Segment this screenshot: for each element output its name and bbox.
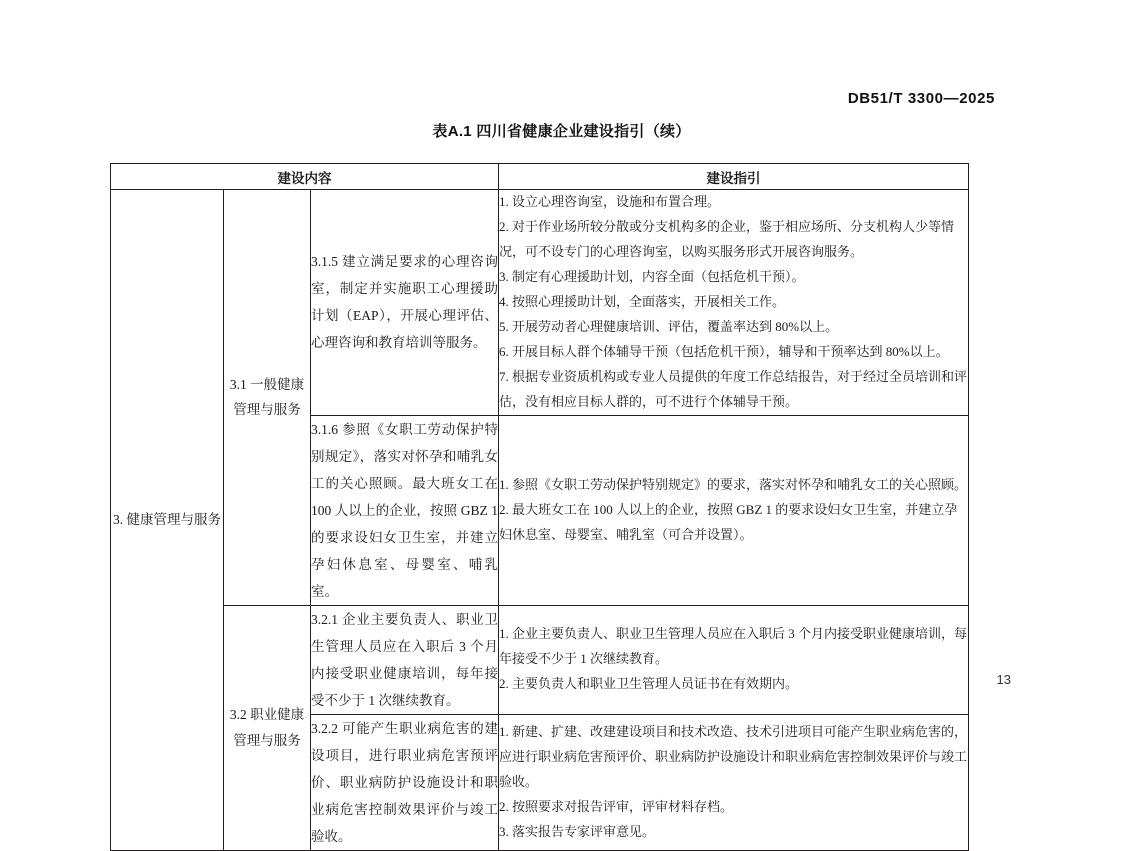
guidance-cell-3-1-5 (499, 190, 969, 416)
guide-table-container (110, 163, 968, 851)
guidance-line: 4. 按照心理援助计划，全面落实，开展相关工作。 (499, 293, 786, 309)
subcategory-label-line1: 3.1 一般健康 (229, 376, 305, 392)
table-row (111, 190, 969, 416)
guidance-line: 1. 参照《女职工劳动保护特别规定》的要求，落实对怀孕和哺乳女工的关心照顾。 (499, 476, 968, 492)
guidance-line: 5. 开展劳动者心理健康培训、评估，覆盖率达到 80%以上。 (499, 318, 839, 334)
subcategory-label-line2: 管理与服务 (233, 732, 301, 748)
guidance-line: 1. 企业主要负责人、职业卫生管理人员应在入职后 3 个月内接受职业健康培训，每年接受不少于 1 次继续教育。 (499, 626, 968, 667)
guidance-line: 6. 开展目标人群个体辅导干预（包括危机干预），辅导和干预率达到 80%以上。 (499, 343, 949, 359)
guidance-line: 2. 按照要求对报告评审，评审材料存档。 (499, 798, 734, 814)
content-cell-3-1-5: 3.1.5 建立满足要求的心理咨询室，制定并实施职工心理援助计划（EAP），开展心理评估、心理咨询和教育培训等服务。 (311, 190, 499, 416)
subcategory-cell-occupational-health (224, 605, 311, 850)
subcategory-cell-general-health (224, 190, 311, 606)
standard-code-header: DB51/T 3300—2025 (847, 90, 995, 107)
guidance-cell-3-1-6 (499, 415, 969, 605)
page-number: 13 (996, 672, 1011, 687)
guidance-line: 1. 新建、扩建、改建建设项目和技术改造、技术引进项目可能产生职业病危害的，应进行职业病危害预评价、职业病防护设施设计和职业病危害控制效果评价与竣工验收。 (499, 723, 968, 789)
table-title: 表A.1 四川省健康企业建设指引（续） (432, 123, 691, 140)
guidance-cell-3-2-2 (499, 714, 969, 850)
subcategory-label-line1: 3.2 职业健康 (229, 706, 305, 722)
guidance-line: 3. 制定有心理援助计划，内容全面（包括危机干预）。 (499, 268, 805, 284)
health-enterprise-guide-table (110, 163, 969, 851)
subcategory-label-line2: 管理与服务 (233, 402, 301, 418)
content-cell-3-2-1: 3.2.1 企业主要负责人、职业卫生管理人员应在入职后 3 个月内接受职业健康培训，每年接受不少于 1 次继续教育。 (311, 605, 499, 714)
header-construction-content: 建设内容 (111, 164, 499, 190)
guidance-line: 2. 对于作业场所较分散或分支机构多的企业，鉴于相应场所、分支机构人少等情况，可不设专门的心理咨询室，以购买服务形式开展咨询服务。 (499, 218, 955, 259)
guidance-line: 3. 落实报告专家评审意见。 (499, 823, 656, 839)
category-cell-health-management: 3. 健康管理与服务 (111, 190, 224, 851)
guidance-cell-3-2-1 (499, 605, 969, 714)
table-row (111, 605, 969, 714)
guidance-line: 1. 设立心理咨询室，设施和布置合理。 (499, 194, 721, 209)
content-cell-3-2-2: 3.2.2 可能产生职业病危害的建设项目，进行职业病危害预评价、职业病防护设施设计和职业病危害控制效果评价与竣工验收。 (311, 714, 499, 850)
guidance-line: 2. 最大班女工在 100 人以上的企业，按照 GBZ 1 的要求设妇女卫生室，并建立孕妇休息室、母婴室、哺乳室（可合并设置）。 (499, 501, 958, 542)
guidance-line: 7. 根据专业资质机构或专业人员提供的年度工作总结报告，对于经过全员培训和评估，没有相应目标人群的，可不进行个体辅导干预。 (499, 368, 968, 409)
guidance-line: 2. 主要负责人和职业卫生管理人员证书在有效期内。 (499, 676, 799, 692)
header-construction-guidance: 建设指引 (499, 164, 969, 190)
content-cell-3-1-6: 3.1.6 参照《女职工劳动保护特别规定》，落实对怀孕和哺乳女工的关心照顾。最大班女工在 100 人以上的企业，按照 GBZ 1 的要求设妇女卫生室，并建立孕妇休息室、母婴室、哺乳室。 (311, 415, 499, 605)
table-header-row (111, 164, 969, 190)
